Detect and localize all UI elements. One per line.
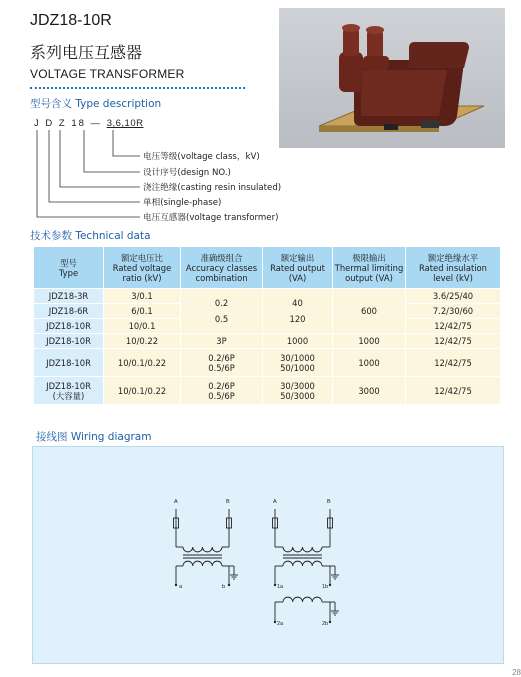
- type-description-title: 型号含义 Type description: [30, 98, 162, 110]
- terminal-label-A-right: A: [273, 499, 277, 505]
- table-row: JDZ18-10R 10/0.1 12/42/75: [34, 319, 501, 334]
- type-label-voltage-class: 电压等级(voltage class，kV): [143, 152, 260, 162]
- model-prefix: J D Z 18 —: [34, 118, 103, 129]
- type-label-design-no: 设计序号(design NO.): [143, 168, 231, 178]
- header-accuracy: 准确级组合 Accuracy classes combination: [181, 247, 263, 289]
- terminal-label-a-left: a: [179, 584, 183, 590]
- model-suffix: 3,6,10R: [106, 118, 144, 129]
- table-row: JDZ18-10R 10/0.22 3P 1000 1000 12/42/75: [34, 334, 501, 349]
- table-row: JDZ18-3R 3/0.1 0.2 0.5 40 120 600 3.6/25/40: [34, 289, 501, 304]
- wiring-diagram-svg: [33, 447, 503, 663]
- header-type: 型号 Type: [34, 247, 104, 289]
- technical-data-table: [33, 246, 501, 405]
- header-output: 额定输出 Rated output (VA): [263, 247, 333, 289]
- model-title: JDZ18-10R: [30, 12, 112, 29]
- table-header-row: [34, 247, 501, 289]
- dotted-divider: [30, 87, 245, 89]
- wiring-diagram-panel: [32, 446, 504, 664]
- series-title: 系列电压互感器: [30, 43, 143, 62]
- terminal-label-1a: 1a: [277, 584, 284, 590]
- terminal-label-1b: 1b: [322, 584, 329, 590]
- english-title: VOLTAGE TRANSFORMER: [30, 67, 185, 81]
- merged-output: 40 120: [263, 289, 333, 334]
- terminal-label-B-left: B: [226, 499, 230, 505]
- table-row: JDZ18-10R (大容量) 10/0.1/0.22 0.2/6P 0.5/6P 30/3000 50/3000 3000 12/42/75: [34, 377, 501, 405]
- terminal-label-2a: 2a: [277, 621, 284, 627]
- header-ratio: 额定电压比 Rated voltage ratio (kV): [104, 247, 181, 289]
- header-insulation: 额定绝缘水平 Rated insulation level (kV): [406, 247, 501, 289]
- table-row: JDZ18-6R 6/0.1 7.2/30/60: [34, 304, 501, 319]
- header-limit: 极限输出 Thermal limiting output (VA): [333, 247, 406, 289]
- type-label-casting-resin: 浇注绝缘(casting resin insulated): [143, 183, 282, 193]
- merged-accuracy: 0.2 0.5: [181, 289, 263, 334]
- terminal-label-A-left: A: [174, 499, 178, 505]
- technical-data-title: 技术参数 Technical data: [30, 230, 151, 242]
- wiring-diagram-title: 接线图 Wiring diagram: [36, 431, 152, 443]
- terminal-label-b-left: b: [222, 584, 226, 590]
- table-row: JDZ18-10R 10/0.1/0.22 0.2/6P 0.5/6P 30/1000 50/1000 1000 12/42/75: [34, 349, 501, 377]
- type-label-single-phase: 单相(single-phase): [143, 198, 222, 208]
- terminal-label-2b: 2b: [322, 621, 329, 627]
- page-number: 28: [512, 668, 521, 677]
- terminal-label-B-right: B: [327, 499, 331, 505]
- product-photo: [279, 8, 505, 148]
- transformer-illustration: [279, 8, 505, 148]
- merged-limit: 600: [333, 289, 406, 334]
- type-label-voltage-transformer: 电压互感器(voltage transformer): [143, 213, 279, 223]
